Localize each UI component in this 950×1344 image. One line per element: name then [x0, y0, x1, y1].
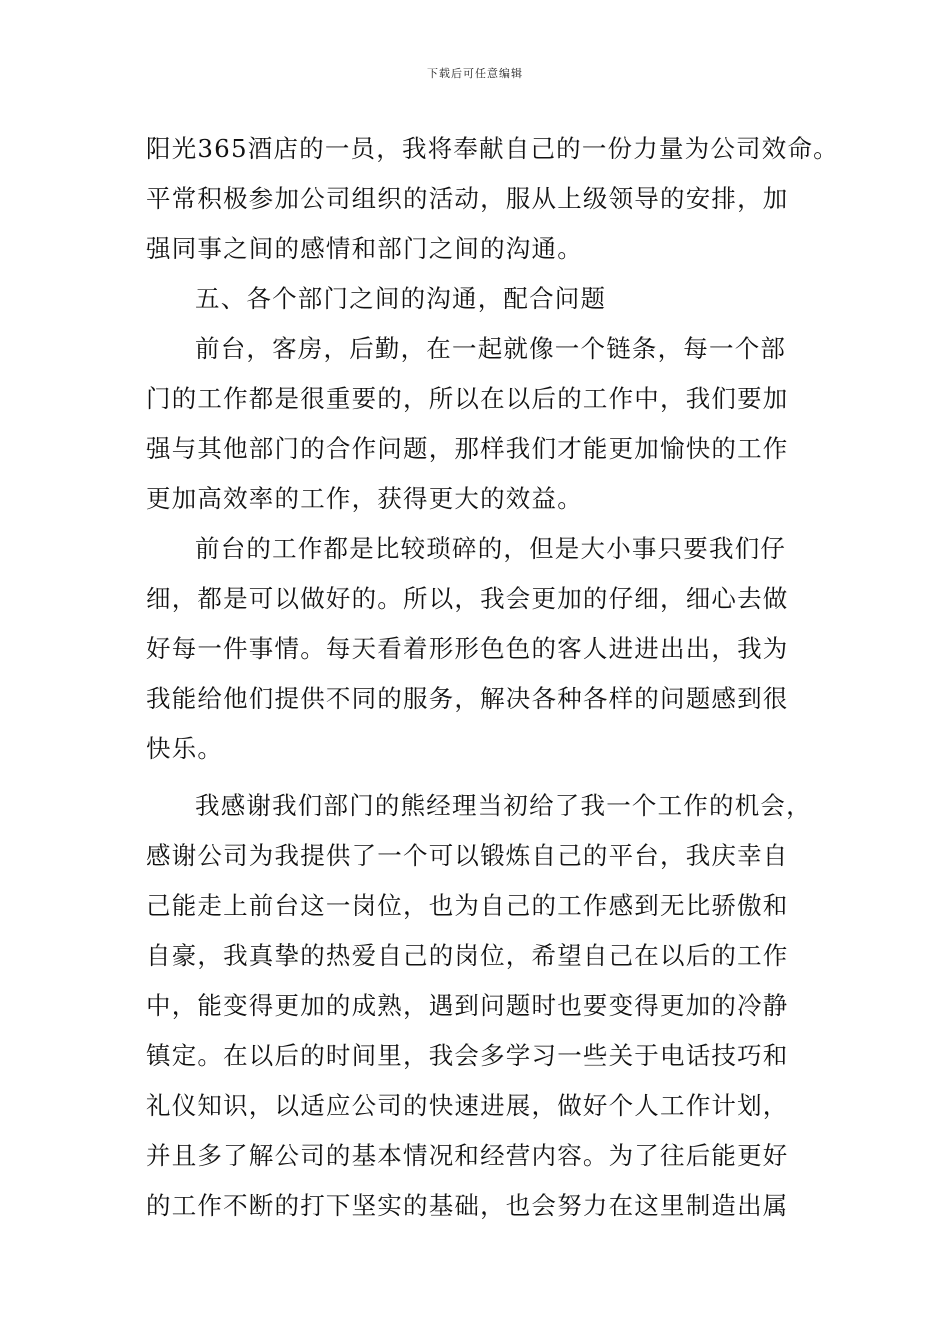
text-line: 中，能变得更加的成熟，遇到问题时也要变得更加的冷静	[146, 991, 789, 1020]
text-line: 强与其他部门的合作问题，那样我们才能更加愉快的工作	[146, 434, 789, 463]
text-line: 好每一件事情。每天看着形形色色的客人进进出出，我为	[146, 634, 789, 663]
text-line: 更加高效率的工作，获得更大的效益。	[146, 484, 583, 513]
text-line: 礼仪知识，以适应公司的快速进展，做好个人工作计划，	[146, 1091, 789, 1120]
text-line: 前台，客房，后勤，在一起就像一个链条，每一个部	[195, 334, 787, 363]
text-line: 阳光365酒店的一员，我将奉献自己的一份力量为公司效命。	[146, 134, 839, 163]
page-header-note: 下载后可任意编辑	[427, 67, 523, 80]
text-line: 我感谢我们部门的熊经理当初给了我一个工作的机会，	[195, 791, 812, 820]
text-line: 快乐。	[146, 734, 224, 763]
document-body	[146, 124, 839, 1231]
text-line: 的工作不断的打下坚实的基础，也会努力在这里制造出属	[146, 1191, 789, 1220]
section-heading: 五、各个部门之间的沟通，配合问题	[195, 284, 607, 313]
text-line: 强同事之间的感情和部门之间的沟通。	[146, 234, 583, 263]
text-line: 门的工作都是很重要的，所以在以后的工作中，我们要加	[146, 384, 789, 413]
text-line: 自豪，我真挚的热爱自己的岗位，希望自己在以后的工作	[146, 941, 789, 970]
text-line: 感谢公司为我提供了一个可以锻炼自己的平台，我庆幸自	[146, 841, 789, 870]
text-line: 前台的工作都是比较琐碎的，但是大小事只要我们仔	[195, 534, 787, 563]
text-line: 镇定。在以后的时间里，我会多学习一些关于电话技巧和	[146, 1041, 789, 1070]
text-line: 平常积极参加公司组织的活动，服从上级领导的安排，加	[146, 184, 789, 213]
text-line: 细，都是可以做好的。所以，我会更加的仔细，细心去做	[146, 584, 789, 613]
text-line: 我能给他们提供不同的服务，解决各种各样的问题感到很	[146, 684, 789, 713]
text-line: 并且多了解公司的基本情况和经营内容。为了往后能更好	[146, 1141, 789, 1170]
paragraph-gap	[146, 774, 836, 781]
text-line: 己能走上前台这一岗位，也为自己的工作感到无比骄傲和	[146, 891, 789, 920]
